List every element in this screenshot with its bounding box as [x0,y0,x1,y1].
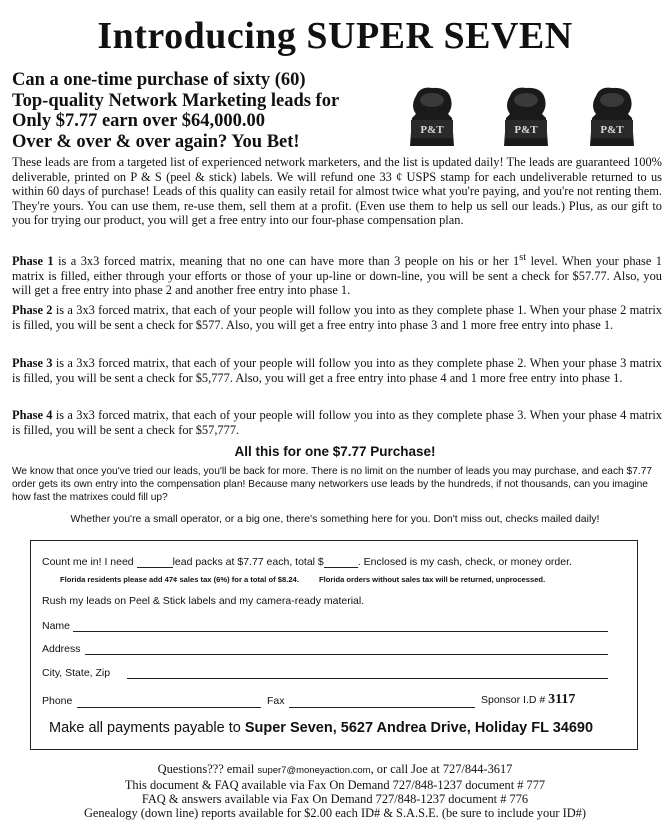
headline-line-2: Top-quality Network Marketing leads for [12,90,340,111]
sponsor-row [481,692,575,708]
address-field[interactable] [85,654,608,655]
phase-3-paragraph [12,356,662,385]
order-count-row [42,556,572,568]
phase-2-paragraph [12,303,662,332]
phase-text: is a 3x3 forced matrix, that each of your people will follow you into as they complete phase 2. When your phase 3 matrix is filled, you will be sent a check for $5,777. Also, you will get a free entry into phase 4 and 1 more free entry into phase 1. [12,356,662,385]
logo-label: P&T [600,124,624,136]
name-field[interactable] [73,631,608,632]
phase-text: is a 3x3 forced matrix, that each of your people will follow you into as they complete phase 3. When your phase 4 matrix is filled, you will be sent a check for $57,777. [12,408,662,437]
closing-line: Whether you're a small operator, or a big one, there's something here for you. Don't miss out, checks mailed daily! [70,513,600,525]
questions-prefix: Questions??? email [157,762,258,776]
phase-label: Phase 3 [12,356,53,370]
phase-text: level. When your phase 1 matrix is filled, either through your efforts or those of your up-line or down-line, you will be sent a check for $57.77. Also, you will get a free entry into phase 2 and another free entry into phase 1. [12,254,662,298]
phase-text: is a 3x3 forced matrix, that each of your people will follow you into as they complete phase 1. When your phase 2 matrix is filled, you will be sent a check for $577. Also, you will get a free entry into phase 3 and 1 more free entry into phase 1. [12,303,662,332]
lead-pack-quantity-field[interactable] [137,567,173,568]
logo-group [396,84,666,156]
name-label: Name [42,620,71,632]
phase-4-paragraph [12,408,662,437]
city-state-zip-label: City, State, Zip [42,667,111,679]
phone-contact: , or call Joe at 727/844-3617 [370,762,513,776]
payable-prefix: Make all payments payable to [49,720,245,736]
footer [0,762,670,820]
email-link[interactable]: super7@moneyaction.com [257,765,371,776]
phone-field[interactable] [77,707,261,708]
headline-line-1: Can a one-time purchase of sixty (60) [12,70,306,90]
phase-sup: st [519,252,527,263]
fax-doc-777-line: This document & FAQ available via Fax On Demand 727/848-1237 document # 777 [124,778,546,792]
offer-heading: All this for one $7.77 Purchase! [234,444,436,459]
address-label: Address [42,643,81,655]
sponsor-label: Sponsor I.D # [481,694,546,706]
phase-text: is a 3x3 forced matrix, meaning that no one can have more than 3 people on his or her 1 [53,254,520,269]
logo-label: P&T [420,124,444,136]
fax-field[interactable] [289,707,475,708]
genealogy-line: Genealogy (down line) reports available for $2.00 each ID# & S.A.S.E. (be sure to include your ID#) [83,806,587,820]
order-total-field[interactable] [324,567,358,568]
phase-label: Phase 4 [12,408,53,422]
fax-label: Fax [267,695,285,707]
price-label: lead packs at $7.77 each, total $ [172,556,324,568]
headline-line-3: Only $7.77 earn over $64,000.00 [12,111,265,131]
repeat-purchase-paragraph: We know that once you've tried our leads, you'll be back for more. There is no limit on the number of leads you may purchase, and each $7.77 order gets its own entry into the compensation plan! Because many networkers use leads by the hundreds, if not thousands, can you imagine how fast the matrixes could fill up? [12,466,653,503]
payment-label: . Enclosed is my cash, check, or money order. [357,556,572,568]
phone-label: Phone [42,695,73,707]
phase-label: Phase 1 [12,254,54,269]
phase-label: Phase 2 [12,303,53,317]
city-state-zip-field[interactable] [127,678,608,679]
count-label: Count me in! I need [42,556,134,568]
florida-return-text: Florida orders without sales tax will be returned, unprocessed. [319,575,546,584]
florida-tax-text: Florida residents please add 47¢ sales tax (6%) for a total of $8.24. [60,575,299,584]
mascot-logo-icon [402,84,462,154]
rush-line: Rush my leads on Peel & Stick labels and my camera-ready material. [42,595,365,607]
questions-line [0,762,670,778]
fax-doc-776-line: FAQ & answers available via Fax On Demand 727/848-1237 document # 776 [141,792,529,806]
sponsor-id: 3117 [548,692,576,707]
order-form [30,540,638,750]
mascot-logo-icon [496,84,556,154]
florida-tax-note [42,575,545,584]
page-title: Introducing SUPER SEVEN [97,15,573,57]
payable-line [49,720,629,736]
headline-line-4: Over & over & over again? You Bet! [12,131,300,152]
headline [12,70,402,152]
mascot-logo-icon [582,84,642,154]
intro-paragraph: These leads are from a targeted list of experienced network marketers, and the list is updated daily! The leads are guaranteed 100% deliverable, printed on P & S (peel & stick) labels. We will refund one 33 ¢ USPS stamp for each undeliverable returned to us within 60 days of purchase! Leads of this quality can easily retail for almost twice what you're paying, and you're not renting them. They're yours. You can use them, re-use them, sell them at a profit. (Even use them to help us sell our leads.) Plus, as our gift to you for trying our product, you will get a free entry into our four-phase compensation plan. [12,155,662,227]
phase-1-paragraph [12,251,662,298]
payable-address: Super Seven, 5627 Andrea Drive, Holiday FL 34690 [244,720,594,736]
logo-label: P&T [514,124,538,136]
